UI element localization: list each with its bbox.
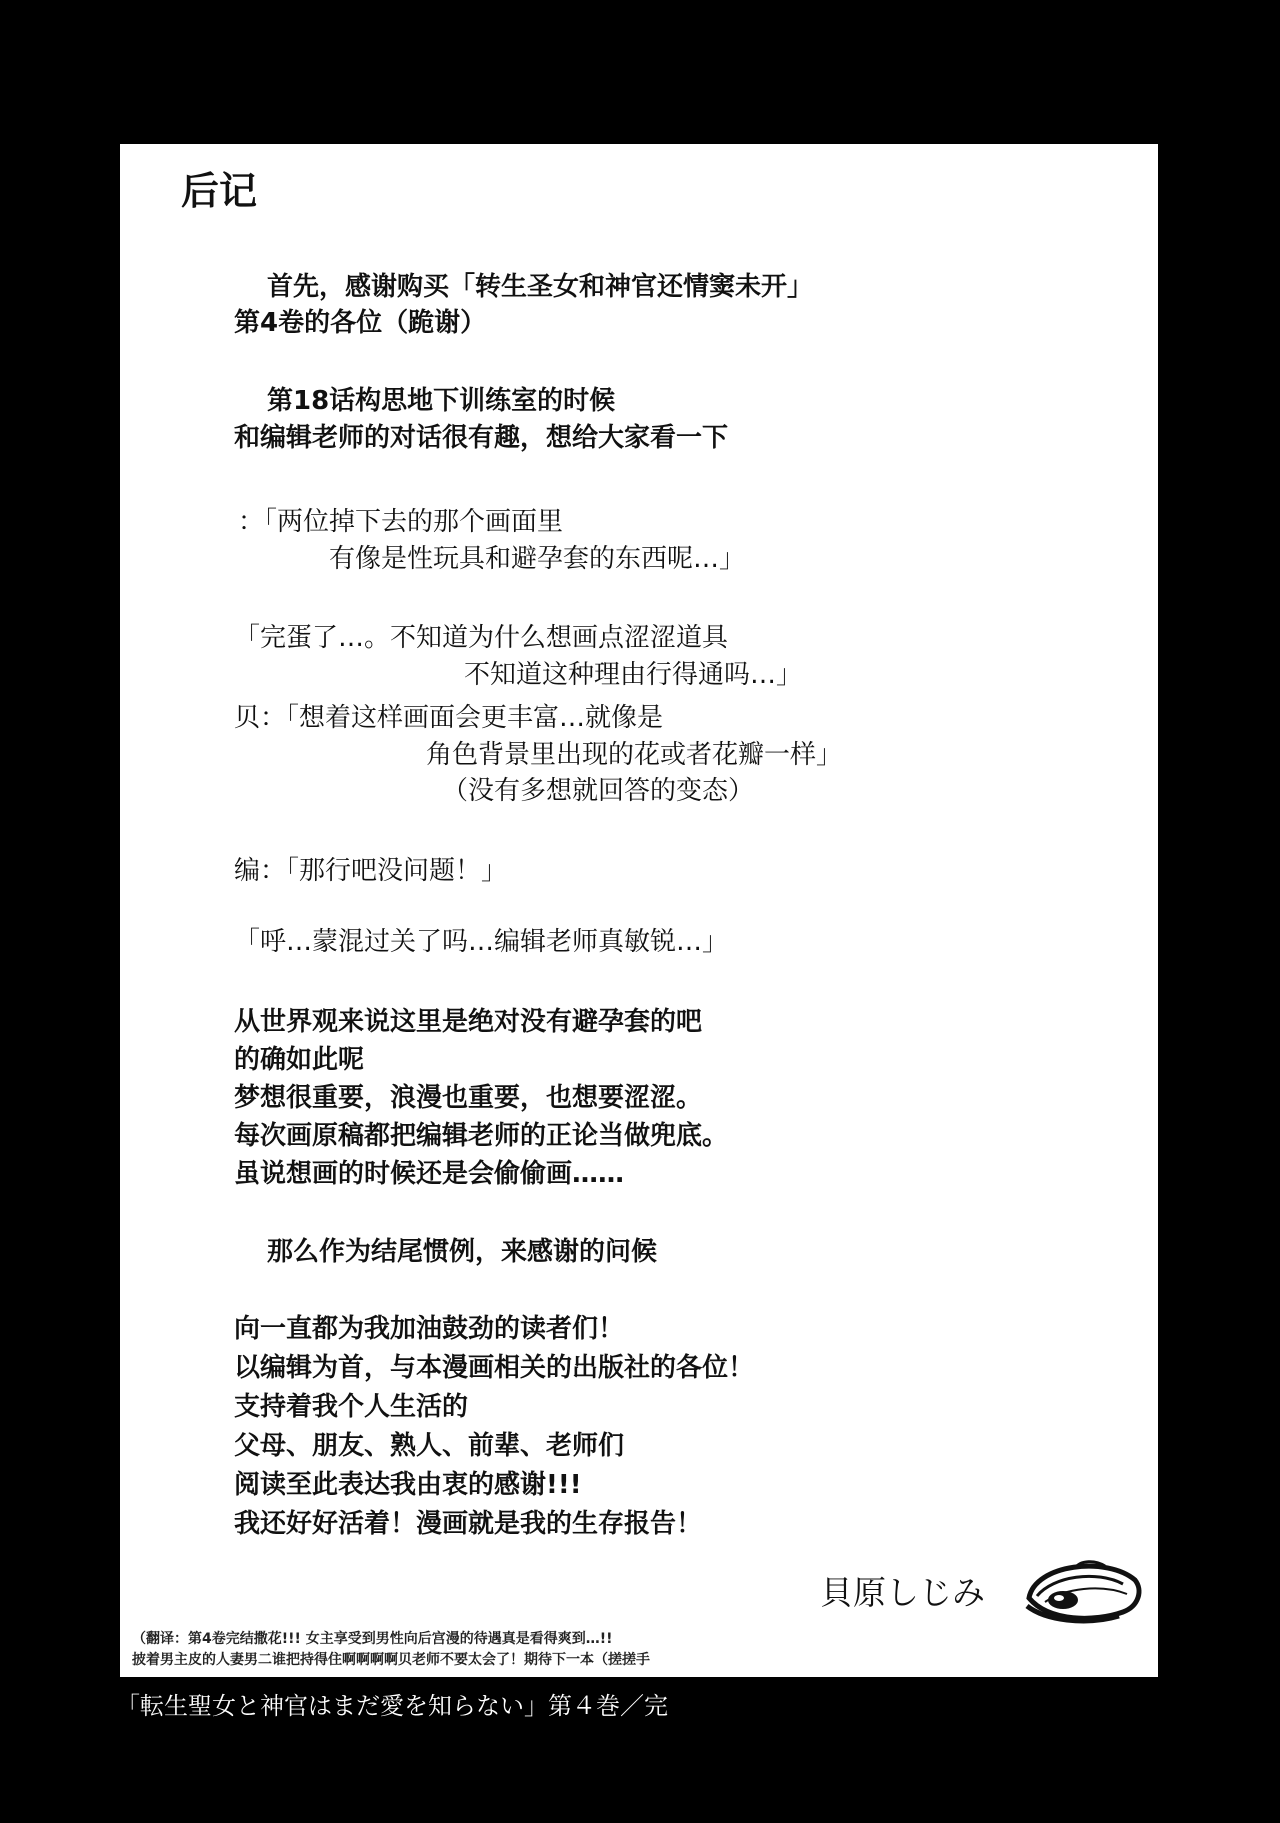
thanks-line: 以编辑为首，与本漫画相关的出版社的各位！ [234,1353,755,1383]
translator-note-line: （翻译：第4卷完结撒花!!! 女主享受到男性向后宫漫的待遇真是看得爽到…!! [132,1631,613,1647]
dialogue-line: ：「两位掉下去的那个画面里 [238,507,564,537]
paragraph-line: 每次画原稿都把编辑老师的正论当做兜底。 [234,1121,729,1151]
thanks-line: 我还好好活着！漫画就是我的生存报告！ [234,1509,703,1539]
page-title: 后记 [181,169,258,213]
dialogue-line: 角色背景里出现的花或者花瓣一样」 [426,740,843,770]
paragraph-line: 从世界观来说这里是绝对没有避孕套的吧 [234,1007,703,1037]
dialogue-line: 贝：「想着这样画面会更丰富…就像是 [234,703,664,733]
dialogue-line: 「完蛋了…。不知道为什么想画点涩涩道具 [234,623,729,653]
dialogue-line: 「呼…蒙混过关了吗…编辑老师真敏锐…」 [234,927,729,957]
translator-note-line: 披着男主皮的人妻男二谁把持得住啊啊啊啊贝老师不要太会了！期待下一本（搓搓手 [132,1652,650,1668]
dialogue-line: 有像是性玩具和避孕套的东西呢…」 [329,544,746,574]
afterword-page [120,144,1158,1677]
thanks-line: 支持着我个人生活的 [234,1392,469,1422]
volume-footer: 「転生聖女と神官はまだ愛を知らない」第４巻／完 [116,1692,668,1720]
thanks-line: 向一直都为我加油鼓劲的读者们！ [234,1314,625,1344]
paragraph-line: 梦想很重要，浪漫也重要，也想要涩涩。 [234,1083,703,1113]
dialogue-line: 不知道这种理由行得通吗…」 [464,660,803,690]
author-signature: 貝原しじみ [820,1573,985,1612]
paragraph-line: 的确如此呢 [234,1045,365,1075]
dialogue-line: （没有多想就回答的变态） [442,776,755,806]
paragraph-line: 第18话构思地下训练室的时候 [267,386,616,416]
paragraph-line: 和编辑老师的对话很有趣，想给大家看一下 [234,423,729,453]
thanks-line: 父母、朋友、熟人、前辈、老师们 [234,1431,625,1461]
dialogue-line: 编：「那行吧没问题！」 [234,856,508,886]
paragraph-line: 首先，感谢购买「转生圣女和神官还情窦未开」 [267,272,814,302]
paragraph-line: 那么作为结尾惯例，来感谢的问候 [267,1237,658,1267]
thanks-line: 阅读至此表达我由衷的感谢!!! [234,1470,582,1500]
clam-icon [1015,1550,1147,1630]
paragraph-line: 虽说想画的时候还是会偷偷画…… [234,1159,625,1189]
paragraph-line: 第4卷的各位（跪谢） [234,308,487,338]
